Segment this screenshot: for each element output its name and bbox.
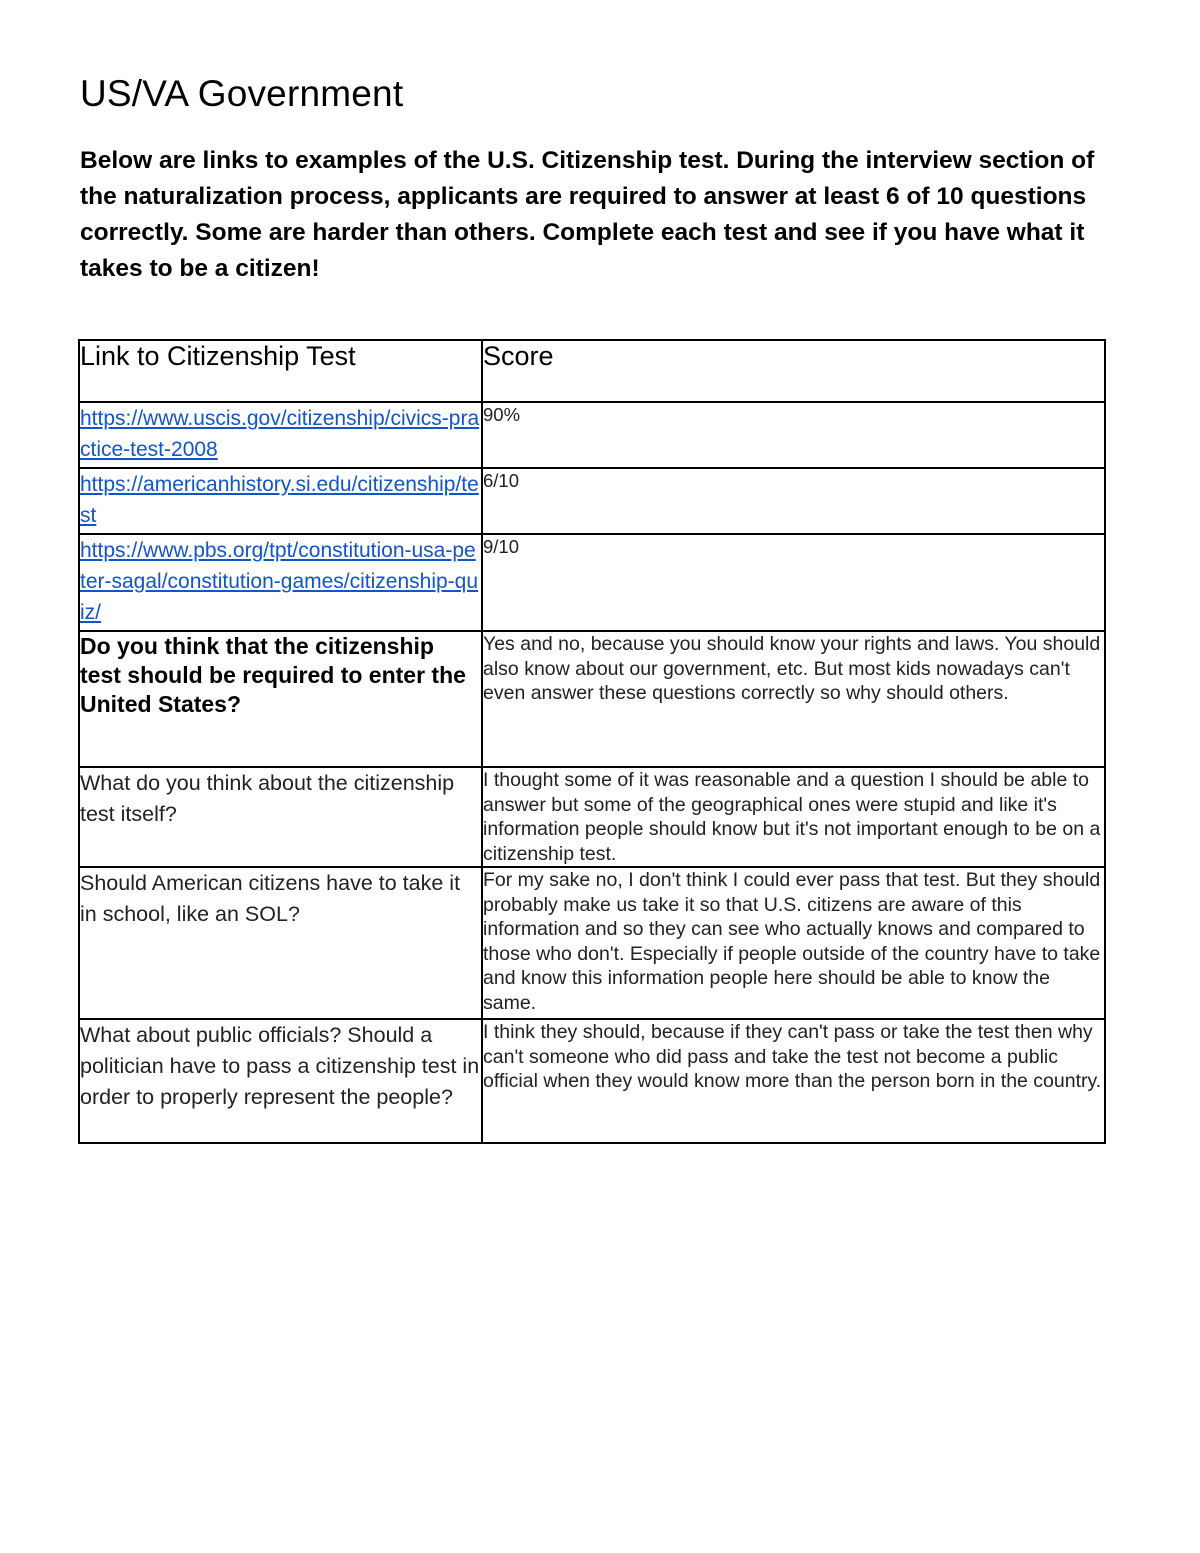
uscis-test-link[interactable]: https://www.uscis.gov/citizenship/civics-practice-test-2008 [80, 407, 480, 461]
link-cell [79, 534, 482, 631]
citizenship-table [78, 339, 1106, 1144]
table-row [79, 534, 1105, 631]
answer-cell: For my sake no, I don't think I could ever pass that test. But they should probably make us take it so that U.S. citizens are aware of this information and so they can see who actually knows and compared to those who don't. Especially if people outside of the country have to take and know this information people here should be able to know the same. [482, 867, 1105, 1019]
score-cell: 9/10 [482, 534, 1105, 631]
table-header-row [79, 340, 1105, 402]
table-row [79, 867, 1105, 1019]
table-row [79, 767, 1105, 867]
table-row [79, 631, 1105, 767]
score-cell: 90% [482, 402, 1105, 468]
intro-paragraph: Below are links to examples of the U.S. Citizenship test. During the interview section of the naturalization process, applicants are required to answer at least 6 of 10 questions correctly. Some are harder than others. Complete each test and see if you have what it takes to be a citizen! [80, 147, 1095, 282]
table-row [79, 1019, 1105, 1143]
answer-cell: I think they should, because if they can't pass or take the test then why can't someone who did pass and take the test not become a public official when they would know more than the person born in the country. [482, 1019, 1105, 1143]
answer-cell: I thought some of it was reasonable and a question I should be able to answer but some of the geographical ones were stupid and like it's information people should know but it's not important enough to be on a citizenship test. [482, 767, 1105, 867]
header-score-column: Score [482, 340, 1105, 402]
page-title: US/VA Government [80, 73, 404, 114]
table-row [79, 402, 1105, 468]
header-link-column: Link to Citizenship Test [79, 340, 482, 402]
link-cell [79, 402, 482, 468]
question-cell: Should American citizens have to take it in school, like an SOL? [79, 867, 482, 1019]
link-cell [79, 468, 482, 534]
question-cell: What about public officials? Should a politician have to pass a citizenship test in order to properly represent the people? [79, 1019, 482, 1143]
smithsonian-test-link[interactable]: https://americanhistory.si.edu/citizenship/test [80, 473, 479, 527]
question-cell: Do you think that the citizenship test should be required to enter the United States? [79, 631, 482, 767]
score-cell: 6/10 [482, 468, 1105, 534]
question-cell: What do you think about the citizenship test itself? [79, 767, 482, 867]
table-row [79, 468, 1105, 534]
answer-cell: Yes and no, because you should know your rights and laws. You should also know about our government, etc. But most kids nowadays can't even answer these questions correctly so why should others. [482, 631, 1105, 767]
pbs-quiz-link[interactable]: https://www.pbs.org/tpt/constitution-usa-peter-sagal/constitution-games/citizenship-quiz/ [80, 539, 479, 624]
